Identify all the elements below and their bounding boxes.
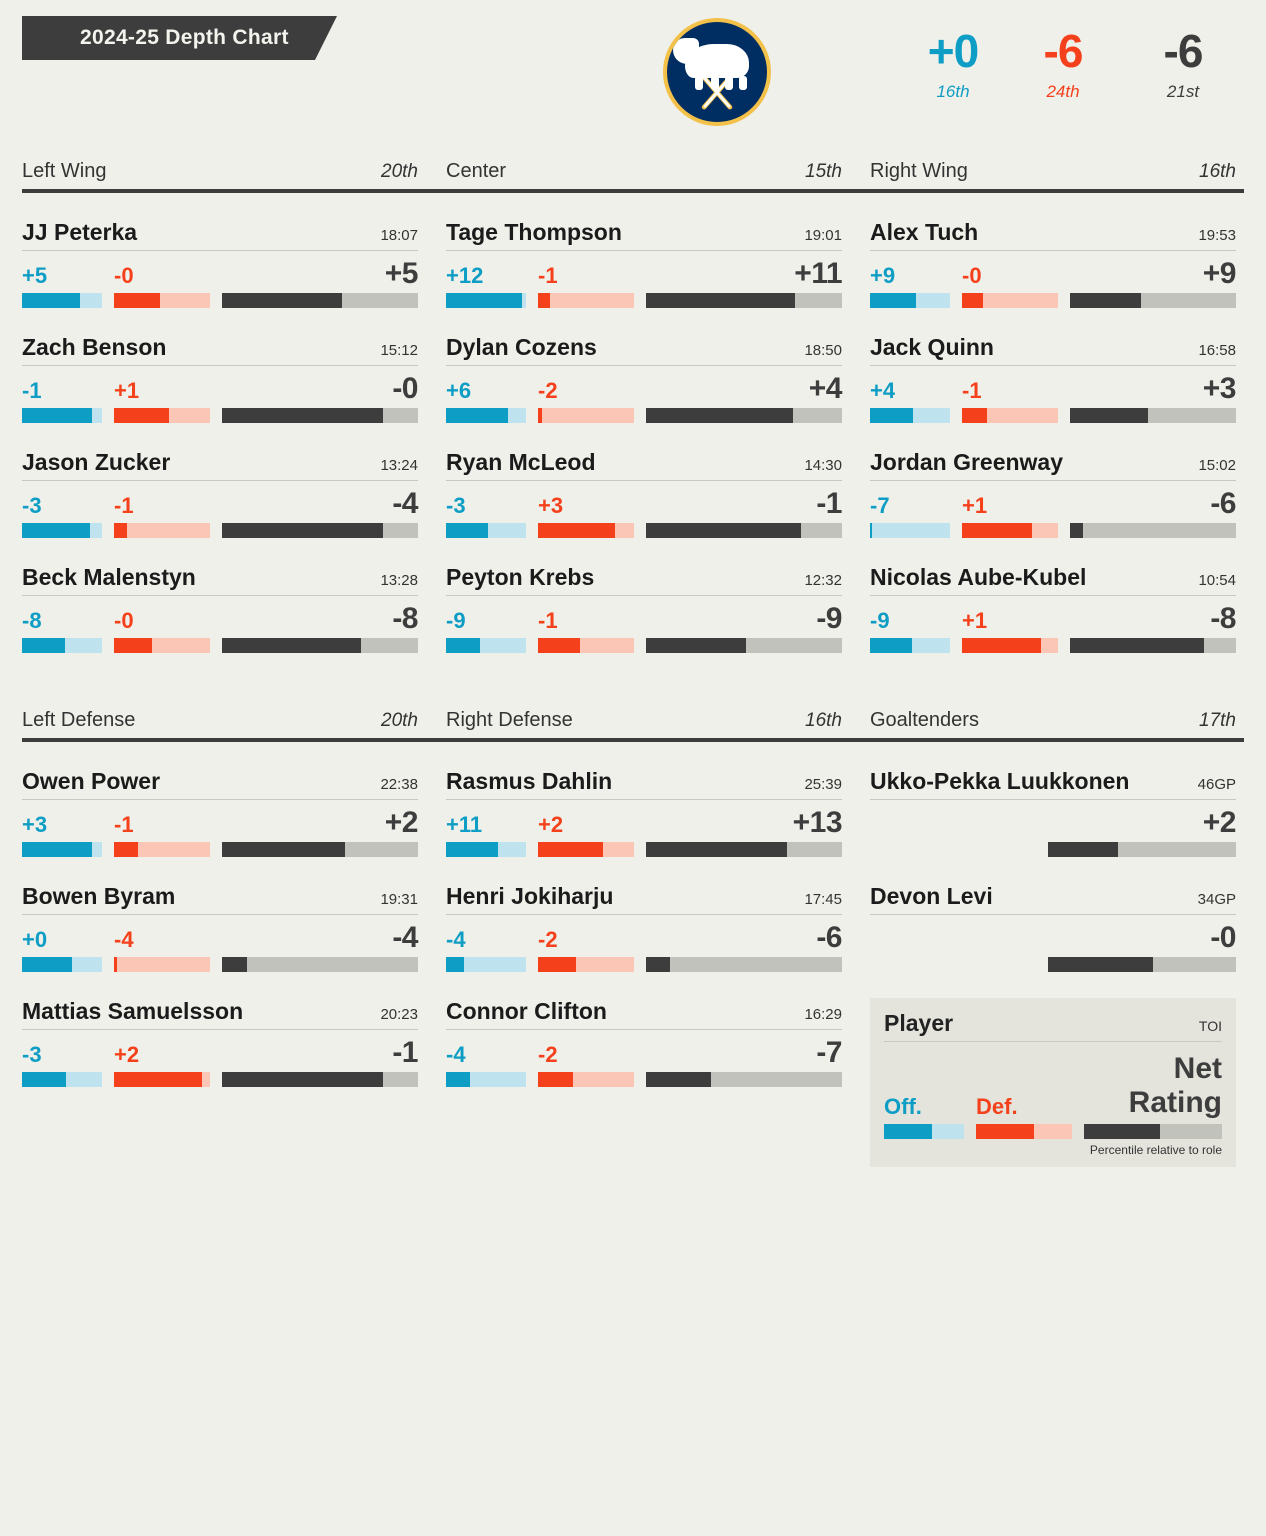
player-card[interactable] [22, 998, 418, 1087]
net-value: +9 [1202, 257, 1236, 290]
section-header-left-wing [22, 160, 446, 189]
net-value: +13 [792, 806, 842, 839]
section-name: Right Defense [446, 709, 573, 731]
player-toi: 15:02 [1198, 457, 1236, 474]
net-value: -4 [392, 921, 418, 954]
defense-value: +1 [962, 608, 988, 633]
player-card[interactable] [22, 768, 418, 857]
section-name: Left Wing [22, 160, 107, 182]
offense-value: +9 [870, 263, 896, 288]
defense-bar [962, 523, 1058, 538]
section-rank: 16th [1199, 161, 1236, 182]
defense-bar [962, 638, 1058, 653]
total-net-rank: 21st [1166, 82, 1200, 101]
player-name: Bowen Byram [22, 883, 176, 909]
total-offense [898, 25, 1008, 102]
player-toi: 16:58 [1198, 342, 1236, 359]
offense-bar [446, 523, 526, 538]
section-rank: 15th [805, 161, 842, 182]
net-value: +5 [384, 257, 418, 290]
section-name: Center [446, 160, 507, 182]
player-card[interactable] [446, 564, 842, 653]
legend-offense-bar [884, 1124, 964, 1139]
offense-bar [870, 293, 950, 308]
offense-value: +11 [446, 812, 483, 837]
defense-value: -0 [114, 608, 134, 633]
net-value: +3 [1202, 372, 1236, 405]
defense-value: -0 [114, 263, 134, 288]
column-goaltenders [870, 742, 1264, 1167]
total-offense-value: +0 [927, 25, 979, 77]
section-name: Right Wing [870, 160, 968, 182]
player-toi: 15:12 [380, 342, 418, 359]
net-value: +4 [808, 372, 842, 405]
net-bar [646, 957, 842, 972]
defense-bar [538, 1072, 634, 1087]
net-value: +11 [794, 257, 842, 290]
defense-value: -1 [114, 493, 134, 518]
net-value: -1 [392, 1036, 418, 1069]
player-card[interactable] [446, 998, 842, 1087]
section-name: Goaltenders [870, 709, 979, 731]
net-value: +2 [1202, 806, 1236, 839]
page-title: 2024-25 Depth Chart [22, 16, 315, 60]
player-name: Henri Jokiharju [446, 883, 614, 909]
defense-bar [538, 842, 634, 857]
net-bar [1070, 293, 1236, 308]
offense-value: -7 [870, 493, 890, 518]
offense-bar [22, 638, 102, 653]
player-toi: 18:50 [804, 342, 842, 359]
player-name: Mattias Samuelsson [22, 998, 244, 1024]
offense-bar [870, 523, 950, 538]
player-card[interactable] [22, 883, 418, 972]
player-card[interactable] [22, 449, 418, 538]
defense-value: -1 [538, 608, 558, 633]
net-value: -0 [1210, 921, 1236, 954]
offense-value: +4 [870, 378, 896, 403]
net-bar [222, 293, 418, 308]
player-name: JJ Peterka [22, 219, 138, 245]
section-rank: 17th [1199, 710, 1236, 731]
defense-value: +2 [114, 1042, 140, 1067]
defense-bar [962, 293, 1058, 308]
player-toi: 13:28 [380, 572, 418, 589]
offense-bar [446, 293, 526, 308]
defense-value: +1 [962, 493, 988, 518]
legend-defense-label: Def. [976, 1094, 1018, 1119]
offense-bar [446, 842, 526, 857]
defense-value: -1 [538, 263, 558, 288]
team-logo [663, 18, 791, 128]
player-card[interactable] [870, 564, 1236, 653]
legend [870, 998, 1236, 1167]
player-name: Dylan Cozens [446, 334, 597, 360]
net-bar [646, 408, 842, 423]
offense-value: -4 [446, 927, 466, 952]
player-toi: 19:01 [804, 227, 842, 244]
legend-toi-label: TOI [1198, 1018, 1222, 1034]
defense-bar [114, 842, 210, 857]
player-card[interactable] [870, 334, 1236, 423]
net-value: -8 [1210, 602, 1236, 635]
player-card[interactable] [870, 768, 1236, 857]
offense-bar [22, 523, 102, 538]
offense-value: -8 [22, 608, 42, 633]
defense-value: +1 [114, 378, 140, 403]
net-value: -9 [816, 602, 842, 635]
offense-value: -9 [870, 608, 890, 633]
total-defense [1008, 25, 1118, 102]
defense-bar [538, 408, 634, 423]
defense-bar [114, 638, 210, 653]
player-name: Beck Malenstyn [22, 564, 196, 590]
section-header-right-defense [446, 709, 870, 738]
player-name: Alex Tuch [870, 219, 979, 245]
section-header-goaltenders [870, 709, 1264, 738]
defense-bar [538, 638, 634, 653]
net-bar [646, 293, 842, 308]
defense-value: -1 [962, 378, 982, 403]
offense-value: +5 [22, 263, 48, 288]
column-left-defense [22, 742, 446, 1167]
page-header [0, 0, 1266, 160]
offense-value: -4 [446, 1042, 466, 1067]
player-card[interactable] [446, 219, 842, 308]
section-rank: 16th [805, 710, 842, 731]
net-value: -7 [816, 1036, 842, 1069]
total-defense-rank: 24th [1046, 82, 1080, 101]
net-value: -0 [392, 372, 418, 405]
player-card[interactable] [446, 768, 842, 857]
forwards-grid [0, 193, 1266, 653]
offense-bar [22, 842, 102, 857]
player-toi: 22:38 [380, 776, 418, 793]
defense-bar [114, 1072, 210, 1087]
player-name: Devon Levi [870, 883, 993, 909]
player-toi: 10:54 [1198, 572, 1236, 589]
player-card[interactable] [870, 883, 1236, 972]
player-card[interactable] [22, 219, 418, 308]
net-bar [646, 1072, 842, 1087]
player-name: Rasmus Dahlin [446, 768, 613, 794]
player-card[interactable] [446, 883, 842, 972]
net-value: -1 [816, 487, 842, 520]
player-toi: 19:31 [380, 891, 418, 908]
player-name: Zach Benson [22, 334, 167, 360]
section-header-center [446, 160, 870, 189]
defense-value: +2 [538, 812, 564, 837]
offense-value: -3 [446, 493, 466, 518]
defense-value: -1 [114, 812, 134, 837]
offense-bar [446, 638, 526, 653]
net-bar [646, 638, 842, 653]
player-toi: 25:39 [804, 776, 842, 793]
defense-section-headers [0, 709, 1266, 738]
player-name: Connor Clifton [446, 998, 607, 1024]
net-bar [1070, 638, 1236, 653]
net-bar [222, 957, 418, 972]
player-toi: 14:30 [804, 457, 842, 474]
player-toi: 18:07 [380, 227, 418, 244]
player-toi: 12:32 [804, 572, 842, 589]
net-bar [1070, 523, 1236, 538]
net-bar [222, 842, 418, 857]
net-value: -6 [1210, 487, 1236, 520]
team-totals [868, 25, 1248, 102]
net-bar [1048, 957, 1236, 972]
defense-value: -0 [962, 263, 982, 288]
net-value: -8 [392, 602, 418, 635]
forwards-section-headers [0, 160, 1266, 189]
legend-defense-bar [976, 1124, 1072, 1139]
offense-bar [22, 293, 102, 308]
column-left-wing [22, 193, 446, 653]
defense-bar [114, 293, 210, 308]
defense-value: -4 [114, 927, 134, 952]
defense-value: +3 [538, 493, 564, 518]
player-card[interactable] [22, 334, 418, 423]
player-card[interactable] [870, 449, 1236, 538]
offense-bar [870, 638, 950, 653]
legend-net-label: Net Rating [1128, 1052, 1222, 1119]
net-bar [222, 1072, 418, 1087]
defense-bar [538, 523, 634, 538]
offense-value: +6 [446, 378, 472, 403]
net-bar [222, 408, 418, 423]
player-card[interactable] [446, 449, 842, 538]
defense-grid [0, 742, 1266, 1167]
net-value: +2 [384, 806, 418, 839]
player-name: Ukko-Pekka Luukkonen [870, 768, 1130, 794]
player-card[interactable] [870, 219, 1236, 308]
section-header-right-wing [870, 160, 1264, 189]
section-rank: 20th [381, 161, 418, 182]
player-card[interactable] [22, 564, 418, 653]
net-bar [222, 638, 418, 653]
player-name: Peyton Krebs [446, 564, 595, 590]
defense-value: -2 [538, 378, 558, 403]
offense-value: -1 [22, 378, 42, 403]
column-right-defense [446, 742, 870, 1167]
legend-offense-label: Off. [884, 1094, 922, 1119]
player-name: Jason Zucker [22, 449, 171, 475]
column-right-wing [870, 193, 1264, 653]
offense-value: -3 [22, 1042, 42, 1067]
defense-bar [114, 523, 210, 538]
player-card[interactable] [446, 334, 842, 423]
player-name: Owen Power [22, 768, 161, 794]
net-bar [1070, 408, 1236, 423]
total-net [1118, 25, 1248, 102]
net-value: -4 [392, 487, 418, 520]
player-name: Ryan McLeod [446, 449, 596, 475]
player-toi: 20:23 [380, 1006, 418, 1023]
legend-net-bar [1084, 1124, 1222, 1139]
offense-value: -3 [22, 493, 42, 518]
offense-bar [22, 408, 102, 423]
player-games-played: 34GP [1197, 891, 1236, 908]
player-name: Jordan Greenway [870, 449, 1064, 475]
defense-value: -2 [538, 927, 558, 952]
player-name: Nicolas Aube-Kubel [870, 564, 1087, 590]
total-offense-rank: 16th [936, 82, 970, 101]
offense-bar [446, 408, 526, 423]
defense-bar [538, 957, 634, 972]
player-name: Jack Quinn [870, 334, 994, 360]
legend-note: Percentile relative to role [1089, 1143, 1222, 1157]
legend-player-label: Player [884, 1010, 954, 1036]
player-toi: 19:53 [1198, 227, 1236, 244]
offense-bar [446, 1072, 526, 1087]
net-value: -6 [816, 921, 842, 954]
player-name: Tage Thompson [446, 219, 622, 245]
offense-bar [22, 1072, 102, 1087]
offense-bar [870, 408, 950, 423]
offense-bar [22, 957, 102, 972]
offense-value: -9 [446, 608, 466, 633]
total-net-value: -6 [1163, 25, 1203, 77]
defense-bar [538, 293, 634, 308]
player-toi: 17:45 [804, 891, 842, 908]
net-bar [222, 523, 418, 538]
player-games-played: 46GP [1197, 776, 1236, 793]
section-rank: 20th [381, 710, 418, 731]
column-center [446, 193, 870, 653]
net-bar [1048, 842, 1236, 857]
total-defense-value: -6 [1043, 25, 1083, 77]
offense-value: +0 [22, 927, 48, 952]
section-name: Left Defense [22, 709, 136, 731]
offense-bar [446, 957, 526, 972]
defense-bar [114, 408, 210, 423]
section-header-left-defense [22, 709, 446, 738]
net-bar [646, 523, 842, 538]
offense-value: +12 [446, 263, 484, 288]
defense-bar [114, 957, 210, 972]
player-toi: 16:29 [804, 1006, 842, 1023]
offense-value: +3 [22, 812, 48, 837]
player-toi: 13:24 [380, 457, 418, 474]
defense-value: -2 [538, 1042, 558, 1067]
defense-bar [962, 408, 1058, 423]
net-bar [646, 842, 842, 857]
